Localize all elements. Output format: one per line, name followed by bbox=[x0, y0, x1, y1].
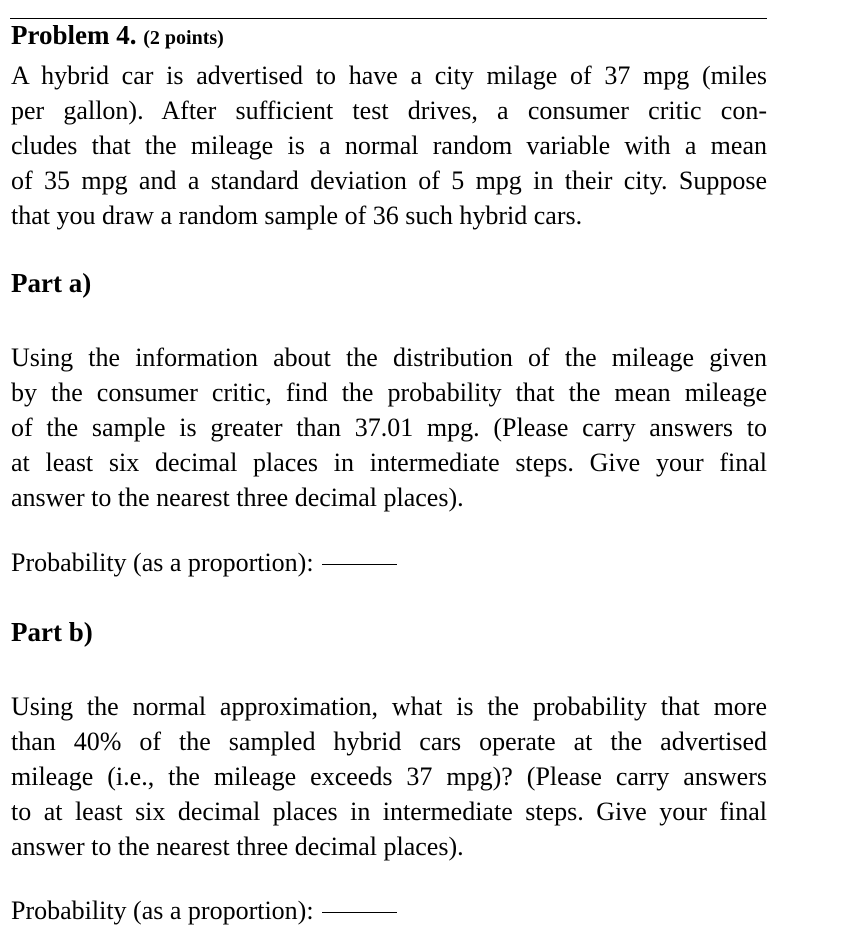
intro-line: per gallon). After sufficient test drives, a consumer critic con- bbox=[11, 96, 767, 125]
problem-heading bbox=[11, 20, 224, 51]
part-b-line: than 40% of the sampled hybrid cars operate at the advertised bbox=[11, 727, 767, 756]
part-a-line: of the sample is greater than 37.01 mpg. (Please carry answers to bbox=[11, 413, 767, 442]
part-a-line: at least six decimal places in intermediate steps. Give your final bbox=[11, 448, 767, 477]
problem-intro bbox=[11, 58, 767, 233]
part-b-line: answer to the nearest three decimal places). bbox=[11, 832, 464, 861]
part-b-line: mileage (i.e., the mileage exceeds 37 mpg)? (Please carry answers bbox=[11, 762, 767, 791]
part-a-line: Using the information about the distribution of the mileage given bbox=[11, 343, 767, 372]
problem-title: Problem 4. bbox=[11, 20, 137, 50]
part-a-answer-blank[interactable] bbox=[322, 564, 397, 565]
part-a-question bbox=[11, 340, 767, 515]
intro-line: cludes that the mileage is a normal random variable with a mean bbox=[11, 131, 767, 160]
part-b-heading: Part b) bbox=[11, 617, 93, 647]
part-a-answer-row bbox=[11, 548, 397, 578]
problem-points: (2 points) bbox=[143, 27, 224, 49]
part-b-line: to at least six decimal places in intermediate steps. Give your final bbox=[11, 797, 767, 826]
intro-line: A hybrid car is advertised to have a city milage of 37 mpg (miles bbox=[11, 61, 767, 90]
part-a-line: answer to the nearest three decimal places). bbox=[11, 483, 464, 512]
part-a-line: by the consumer critic, find the probability that the mean mileage bbox=[11, 378, 767, 407]
part-b-answer-label: Probability (as a proportion): bbox=[11, 896, 314, 925]
part-b-question bbox=[11, 689, 767, 864]
part-a-heading: Part a) bbox=[11, 268, 92, 298]
part-b-answer-blank[interactable] bbox=[322, 912, 397, 913]
part-b-line: Using the normal approximation, what is the probability that more bbox=[11, 692, 767, 721]
intro-line: that you draw a random sample of 36 such hybrid cars. bbox=[11, 201, 583, 230]
intro-line: of 35 mpg and a standard deviation of 5 mpg in their city. Suppose bbox=[11, 166, 767, 195]
part-b-answer-row bbox=[11, 896, 397, 926]
top-rule bbox=[10, 18, 767, 19]
part-a-answer-label: Probability (as a proportion): bbox=[11, 548, 314, 577]
